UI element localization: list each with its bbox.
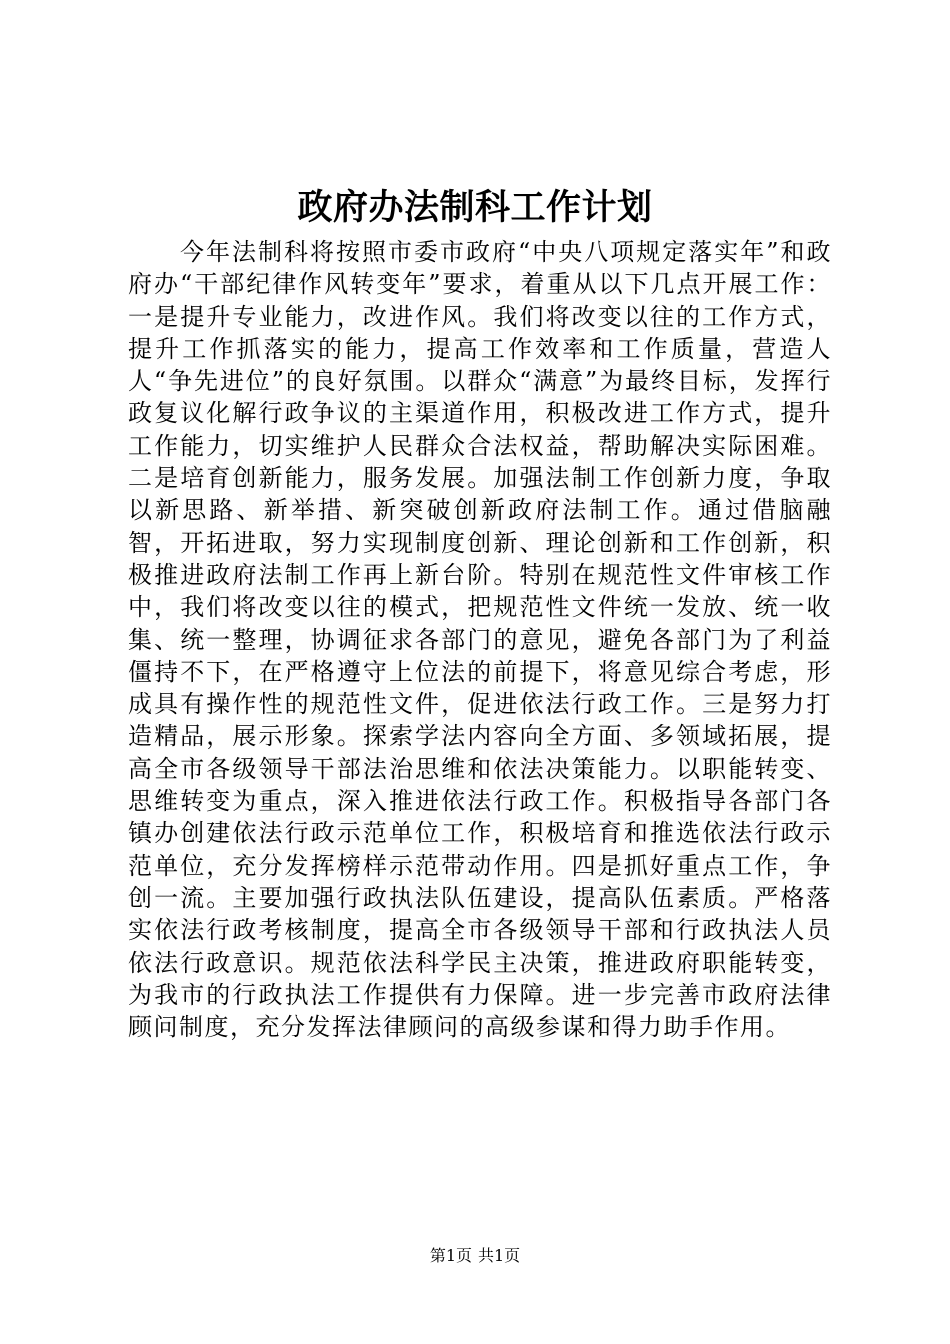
page-number: 第1页 xyxy=(429,1246,472,1265)
page-footer xyxy=(0,1244,950,1268)
total-pages: 共1页 xyxy=(478,1246,521,1265)
body-paragraph: 今年法制科将按照市委市政府“中央八项规定落实年”和政府办“干部纪律作风转变年”要求，着重从以下几点开展工作：一是提升专业能力，改进作风。我们将改变以往的工作方式，提升工作抓落实的能力，提高工作效率和工作质量，营造人人“争先进位”的良好氛围。以群众“满意”为最终目标，发挥行政复议化解行政争议的主渠道作用，积极改进工作方式，提升工作能力，切实维护人民群众合法权益，帮助解决实际困难。二是培育创新能力，服务发展。加强法制工作创新力度，争取以新思路、新举措、新突破创新政府法制工作。通过借脑融智，开拓进取，努力实现制度创新、理论创新和工作创新，积极推进政府法制工作再上新台阶。特别在规范性文件审核工作中，我们将改变以往的模式，把规范性文件统一发放、统一收集、统一整理，协调征求各部门的意见，避免各部门为了利益僵持不下，在严格遵守上位法的前提下，将意见综合考虑，形成具有操作性的规范性文件，促进依法行政工作。三是努力打造精品，展示形象。探索学法内容向全方面、多领域拓展，提高全市各级领导干部法治思维和依法决策能力。以职能转变、思维转变为重点，深入推进依法行政工作。积极指导各部门各镇办创建依法行政示范单位工作，积极培育和推选依法行政示范单位，充分发挥榜样示范带动作用。四是抓好重点工作，争创一流。主要加强行政执法队伍建设，提高队伍素质。严格落实依法行政考核制度，提高全市各级领导干部和行政执法人员依法行政意识。规范依法科学民主决策，推进政府职能转变，为我市的行政执法工作提供有力保障。进一步完善市政府法律顾问制度，充分发挥法律顾问的高级参谋和得力助手作用。 xyxy=(128,238,832,1042)
document-title: 政府办法制科工作计划 xyxy=(297,187,653,228)
